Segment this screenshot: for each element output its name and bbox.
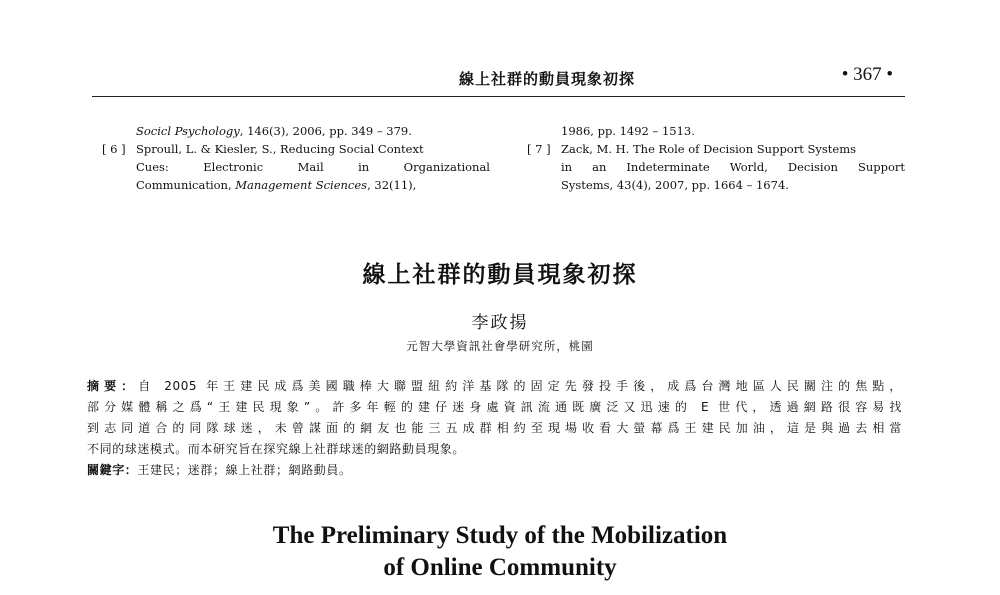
- keywords-line: [87, 460, 902, 481]
- reference-number: [ 7 ]: [527, 142, 551, 156]
- author-name: 李政揚: [471, 313, 529, 333]
- reference-number: [ 6 ]: [102, 142, 126, 156]
- reference-continuation: [102, 122, 490, 140]
- english-title-line-2: of Online Community: [383, 554, 617, 581]
- running-header: [92, 62, 905, 97]
- author-affiliation: 元智大學資訊社會學研究所，桃園: [406, 339, 594, 353]
- reference-text: Systems, 43(4), 2007, pp. 1664 – 1674.: [561, 178, 789, 192]
- keywords-label: 關鍵字：: [87, 463, 138, 477]
- reference-item-6-line-3: [102, 176, 490, 194]
- english-title-line-1: The Preliminary Study of the Mobilization: [272, 522, 728, 549]
- reference-item-6-line-1: [102, 140, 490, 158]
- running-title: 線上社群的動員現象初探: [459, 70, 636, 88]
- reference-continuation: 1986, pp. 1492 – 1513.: [561, 124, 695, 138]
- reference-item-7-line-2: [527, 158, 905, 176]
- abstract-line: 部分媒體稱之爲“王建民現象”。許多年輕的建仔迷身處資訊流通既廣泛又迅速的 E 世代，透過網路很容易找: [87, 400, 902, 414]
- reference-text: in an Indeterminate World, Decision Support: [561, 160, 905, 174]
- abstract-text: 自 2005 年王建民成爲美國職棒大聯盟紐約洋基隊的固定先發投手後，成爲台灣地區人民關注的焦點，: [138, 379, 902, 393]
- article-title-english: [0, 520, 1000, 584]
- keywords-text: 王建民；迷群；線上社群；網路動員。: [137, 463, 352, 477]
- journal-name: Management Sciences: [235, 178, 368, 192]
- abstract-line: 不同的球迷模式。而本研究旨在探究線上社群球迷的網路動員現象。: [87, 442, 466, 456]
- reference-detail: , 146(3), 2006, pp. 349 – 379.: [239, 124, 412, 138]
- page-number: • 367 •: [841, 64, 893, 85]
- abstract-line: [87, 376, 902, 397]
- reference-text: Communication,: [136, 178, 236, 192]
- reference-text: Cues: Electronic Mail in Organizational: [136, 160, 490, 174]
- reference-item-7-line-3: [527, 176, 905, 194]
- abstract-label: 摘要：: [87, 379, 139, 393]
- article-title-chinese: 線上社群的動員現象初探: [362, 262, 638, 288]
- reference-text: Zack, M. H. The Role of Decision Support Systems: [561, 142, 857, 156]
- abstract-line: 到志同道合的同隊球迷，未曾謀面的網友也能三五成群相約至現場收看大螢幕爲王建民加油，這是與過去相當: [87, 421, 902, 435]
- abstract: [87, 376, 902, 481]
- journal-name: Socicl Psychology: [136, 124, 240, 138]
- reference-text: Sproull, L. & Kiesler, S., Reducing Social Context: [136, 142, 424, 156]
- reference-item-6-line-2: [102, 158, 490, 176]
- reference-detail: , 32(11),: [367, 178, 417, 192]
- references-left-column: [102, 122, 490, 194]
- reference-item-7-line-1: [527, 140, 905, 158]
- references-right-column: [527, 122, 905, 194]
